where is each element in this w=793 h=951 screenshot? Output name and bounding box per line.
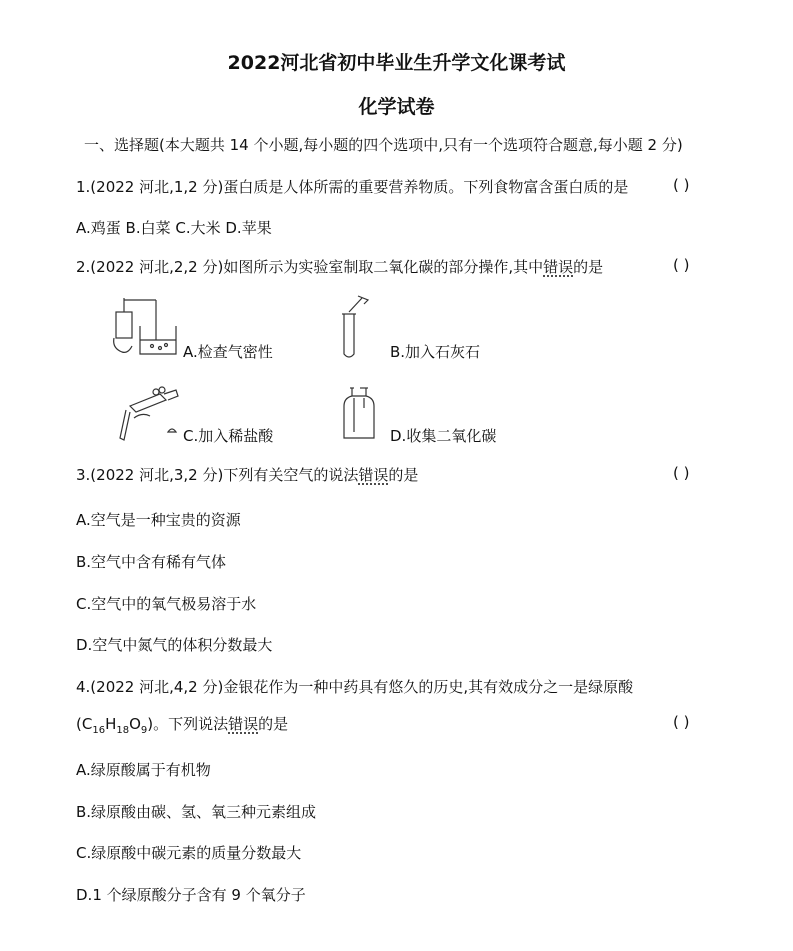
question-options: A.鸡蛋 B.白菜 C.大米 D.苹果: [76, 219, 272, 237]
option-c: C.绿原酸中碳元素的质量分数最大: [76, 844, 302, 862]
option-b: B.绿原酸由碳、氢、氧三种元素组成: [76, 803, 317, 821]
chemical-formula: $C_{16}H_{18}O_9$: [81, 715, 148, 736]
exam-subtitle: 化学试卷: [358, 96, 435, 118]
question-stem-line-1: 4.(2022 河北,4,2 分)金银花作为一种中药具有悠久的历史,其有效成分之一是绿原酸: [76, 678, 634, 696]
add-limestone-figure: [336, 294, 376, 358]
option-a: A.绿原酸属于有机物: [76, 761, 211, 779]
option-b-label: B.加入石灰石: [390, 343, 481, 361]
question-stem-line-2: $(C_{16}H_{18}O_9)$。下列说法错误的是: [76, 715, 289, 736]
question-stem: 2.(2022 河北,2,2 分)如图所示为实验室制取二氧化碳的部分操作,其中错误的是: [76, 258, 604, 276]
emphasis-text: 错误: [543, 258, 574, 276]
collect-co2-figure: [336, 384, 382, 442]
answer-parentheses: ( ): [673, 256, 690, 274]
exam-title: 2022河北省初中毕业生升学文化课考试: [227, 52, 566, 74]
answer-parentheses: ( ): [673, 464, 690, 482]
airtightness-check-figure: [110, 296, 185, 360]
answer-parentheses: ( ): [673, 176, 690, 194]
option-b: B.空气中含有稀有气体: [76, 553, 227, 571]
emphasis-text: 错误: [228, 715, 259, 733]
option-d: D.空气中氮气的体积分数最大: [76, 636, 273, 654]
option-a-label: A.检查气密性: [183, 343, 273, 361]
option-d-label: D.收集二氧化碳: [390, 427, 497, 445]
emphasis-text: 错误: [358, 466, 389, 484]
question-stem: 1.(2022 河北,1,2 分)蛋白质是人体所需的重要营养物质。下列食物富含蛋白质的是: [76, 178, 629, 196]
question-stem: 3.(2022 河北,3,2 分)下列有关空气的说法错误的是: [76, 466, 419, 484]
option-c-label: C.加入稀盐酸: [183, 427, 274, 445]
option-a: A.空气是一种宝贵的资源: [76, 511, 241, 529]
option-c: C.空气中的氧气极易溶于水: [76, 595, 257, 613]
section-heading: 一、选择题(本大题共 14 个小题,每小题的四个选项中,只有一个选项符合题意,每小题 2 分): [84, 136, 683, 154]
answer-parentheses: ( ): [673, 713, 690, 731]
add-acid-figure: [110, 380, 190, 444]
option-d: D.1 个绿原酸分子含有 9 个氧分子: [76, 886, 306, 904]
